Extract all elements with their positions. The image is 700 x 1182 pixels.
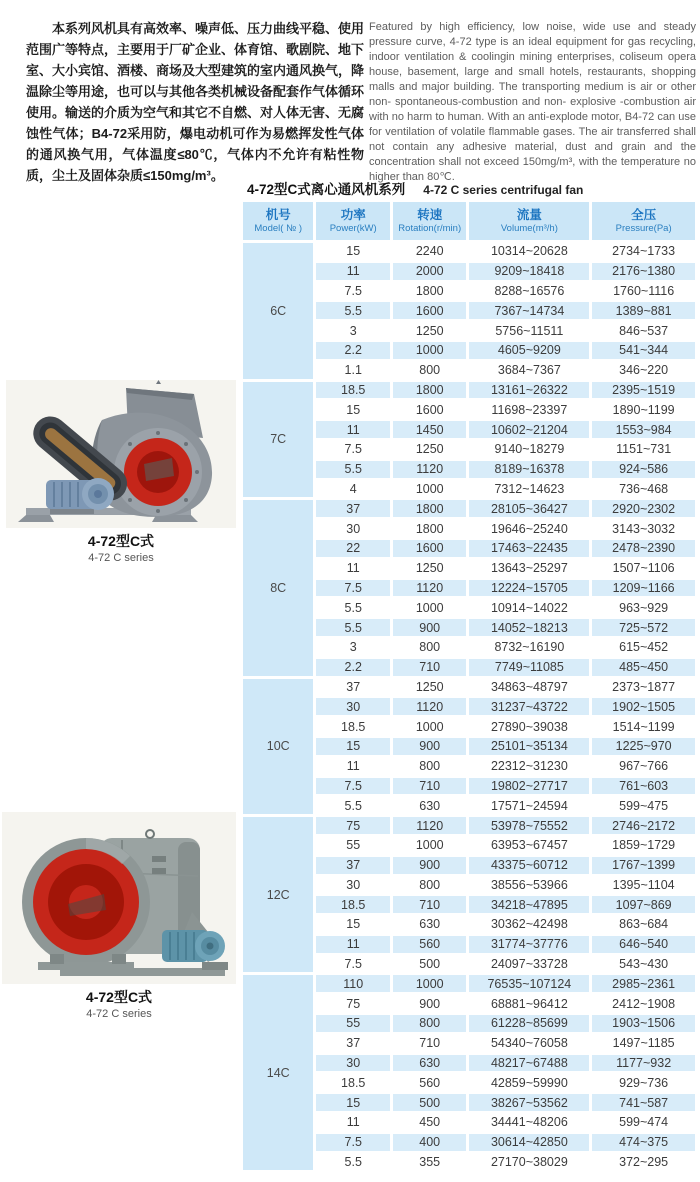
power-cell: 55 <box>316 837 390 854</box>
header-rotation-zh: 转速 <box>417 208 443 222</box>
volume-cell: 19646~25240 <box>469 520 589 537</box>
pressure-cell: 599~474 <box>592 1114 695 1131</box>
rotation-cell: 1000 <box>393 837 467 854</box>
volume-cell: 8189~16378 <box>469 461 589 478</box>
power-cell: 5.5 <box>316 797 390 814</box>
volume-cell: 43375~60712 <box>469 857 589 874</box>
pressure-cell: 615~452 <box>592 639 695 656</box>
rotation-cell: 1000 <box>393 975 467 992</box>
power-cell: 11 <box>316 1114 390 1131</box>
rotation-cell: 560 <box>393 936 467 953</box>
volume-cell: 30614~42850 <box>469 1134 589 1151</box>
spec-table <box>240 199 698 1173</box>
rotation-cell: 1800 <box>393 382 467 399</box>
volume-cell: 17463~22435 <box>469 540 589 557</box>
volume-cell: 28105~36427 <box>469 500 589 517</box>
volume-cell: 10602~21204 <box>469 421 589 438</box>
power-cell: 11 <box>316 263 390 280</box>
pressure-cell: 1225~970 <box>592 738 695 755</box>
rotation-cell: 1000 <box>393 481 467 498</box>
header-volume-en: Volume(m³/h) <box>500 223 558 234</box>
rotation-cell: 900 <box>393 619 467 636</box>
model-cell: 12C <box>243 817 313 972</box>
volume-cell: 17571~24594 <box>469 797 589 814</box>
section-title <box>247 178 583 199</box>
header-power-en: Power(kW) <box>329 223 377 234</box>
power-cell: 30 <box>316 698 390 715</box>
volume-cell: 9209~18418 <box>469 263 589 280</box>
power-cell: 30 <box>316 1055 390 1072</box>
header-power <box>316 202 390 240</box>
power-cell: 75 <box>316 817 390 834</box>
pressure-cell: 1890~1199 <box>592 401 695 418</box>
rotation-cell: 1800 <box>393 283 467 300</box>
pressure-cell: 736~468 <box>592 481 695 498</box>
pressure-cell: 2373~1877 <box>592 679 695 696</box>
fan-photo-figure-2 <box>2 812 236 1020</box>
rotation-cell: 710 <box>393 896 467 913</box>
pressure-cell: 2985~2361 <box>592 975 695 992</box>
rotation-cell: 800 <box>393 877 467 894</box>
volume-cell: 63953~67457 <box>469 837 589 854</box>
pressure-cell: 1514~1199 <box>592 718 695 735</box>
volume-cell: 48217~67488 <box>469 1055 589 1072</box>
fan-photo-2-image <box>2 812 236 984</box>
header-pressure-en: Pressure(Pa) <box>615 223 672 234</box>
volume-cell: 24097~33728 <box>469 956 589 973</box>
volume-cell: 9140~18279 <box>469 441 589 458</box>
volume-cell: 5756~11511 <box>469 322 589 339</box>
header-volume-zh: 流量 <box>516 208 542 222</box>
rotation-cell: 1800 <box>393 520 467 537</box>
header-model <box>243 202 313 240</box>
pressure-cell: 1389~881 <box>592 302 695 319</box>
power-cell: 37 <box>316 857 390 874</box>
pressure-cell: 2412~1908 <box>592 995 695 1012</box>
power-cell: 30 <box>316 877 390 894</box>
section-title-en: 4-72 C series centrifugal fan <box>423 183 584 197</box>
pressure-cell: 2176~1380 <box>592 263 695 280</box>
pressure-cell: 1177~932 <box>592 1055 695 1072</box>
power-cell: 5.5 <box>316 619 390 636</box>
header-model-zh: 机号 <box>265 208 291 222</box>
rotation-cell: 1250 <box>393 679 467 696</box>
volume-cell: 34441~48206 <box>469 1114 589 1131</box>
rotation-cell: 1000 <box>393 718 467 735</box>
model-cell: 14C <box>243 975 313 1170</box>
pressure-cell: 761~603 <box>592 778 695 795</box>
fan-caption-zh-1: 4-72型C式 <box>87 533 155 549</box>
rotation-cell: 900 <box>393 995 467 1012</box>
volume-cell: 42859~59990 <box>469 1074 589 1091</box>
rotation-cell: 355 <box>393 1154 467 1171</box>
rotation-cell: 630 <box>393 916 467 933</box>
pressure-cell: 372~295 <box>592 1154 695 1171</box>
volume-cell: 22312~31230 <box>469 758 589 775</box>
rotation-cell: 1120 <box>393 461 467 478</box>
rotation-cell: 500 <box>393 1094 467 1111</box>
pressure-cell: 1395~1104 <box>592 877 695 894</box>
pressure-cell: 741~587 <box>592 1094 695 1111</box>
header-pressure <box>592 202 695 240</box>
power-cell: 18.5 <box>316 1074 390 1091</box>
power-cell: 5.5 <box>316 302 390 319</box>
rotation-cell: 710 <box>393 1035 467 1052</box>
volume-cell: 76535~107124 <box>469 975 589 992</box>
model-cell: 10C <box>243 679 313 815</box>
pressure-cell: 846~537 <box>592 322 695 339</box>
rotation-cell: 800 <box>393 1015 467 1032</box>
volume-cell: 3684~7367 <box>469 362 589 379</box>
table-row <box>243 817 695 834</box>
pressure-cell: 1497~1185 <box>592 1035 695 1052</box>
rotation-cell: 1450 <box>393 421 467 438</box>
pressure-cell: 1151~731 <box>592 441 695 458</box>
power-cell: 11 <box>316 421 390 438</box>
header-power-zh: 功率 <box>340 208 366 222</box>
power-cell: 7.5 <box>316 283 390 300</box>
table-row <box>243 382 695 399</box>
pressure-cell: 929~736 <box>592 1074 695 1091</box>
pressure-cell: 924~586 <box>592 461 695 478</box>
rotation-cell: 1250 <box>393 322 467 339</box>
power-cell: 7.5 <box>316 778 390 795</box>
volume-cell: 14052~18213 <box>469 619 589 636</box>
rotation-cell: 800 <box>393 362 467 379</box>
pressure-cell: 1903~1506 <box>592 1015 695 1032</box>
power-cell: 37 <box>316 500 390 517</box>
rotation-cell: 1120 <box>393 698 467 715</box>
volume-cell: 31237~43722 <box>469 698 589 715</box>
rotation-cell: 710 <box>393 778 467 795</box>
intro-paragraph-zh: 本系列风机具有高效率、噪声低、压力曲线平稳、使用范围广等特点，主要用于厂矿企业、体育馆、歌剧院、地下室、大小宾馆、酒楼、商场及大型建筑的室内通风换气，降温除尘等用途，也可以与其他各类机械设备配套作气体循环使用。输送的介质为空气和其它不自燃、对人体无害、无腐蚀性气体；B4-72采用防，爆电动机可作为易燃挥发性气体的通风换气用，气体温度≤80℃，气体内不允许有粘性物质，尘土及固体杂质≤150mg/m³。 <box>26 21 365 183</box>
volume-cell: 10314~20628 <box>469 243 589 260</box>
power-cell: 75 <box>316 995 390 1012</box>
table-row <box>243 975 695 992</box>
rotation-cell: 800 <box>393 639 467 656</box>
volume-cell: 68881~96412 <box>469 995 589 1012</box>
fan-caption-en-2: 4-72 C series <box>86 1008 152 1020</box>
model-cell: 6C <box>243 243 313 379</box>
power-cell: 110 <box>316 975 390 992</box>
pressure-cell: 474~375 <box>592 1134 695 1151</box>
volume-cell: 34218~47895 <box>469 896 589 913</box>
power-cell: 15 <box>316 738 390 755</box>
rotation-cell: 450 <box>393 1114 467 1131</box>
volume-cell: 8288~16576 <box>469 283 589 300</box>
pressure-cell: 863~684 <box>592 916 695 933</box>
power-cell: 15 <box>316 1094 390 1111</box>
volume-cell: 27890~39038 <box>469 718 589 735</box>
rotation-cell: 1250 <box>393 441 467 458</box>
rotation-cell: 1800 <box>393 500 467 517</box>
pressure-cell: 485~450 <box>592 659 695 676</box>
volume-cell: 30362~42498 <box>469 916 589 933</box>
rotation-cell: 1250 <box>393 560 467 577</box>
header-rotation-en: Rotation(r/min) <box>398 223 462 234</box>
header-model-en: Model( № ) <box>254 223 303 234</box>
table-row <box>243 679 695 696</box>
power-cell: 37 <box>316 679 390 696</box>
rotation-cell: 2000 <box>393 263 467 280</box>
power-cell: 11 <box>316 560 390 577</box>
rotation-cell: 710 <box>393 659 467 676</box>
pressure-cell: 541~344 <box>592 342 695 359</box>
pressure-cell: 1902~1505 <box>592 698 695 715</box>
volume-cell: 31774~37776 <box>469 936 589 953</box>
volume-cell: 10914~14022 <box>469 599 589 616</box>
rotation-cell: 400 <box>393 1134 467 1151</box>
volume-cell: 38556~53966 <box>469 877 589 894</box>
power-cell: 7.5 <box>316 956 390 973</box>
header-volume <box>469 202 589 240</box>
header-rotation <box>393 202 467 240</box>
volume-cell: 13643~25297 <box>469 560 589 577</box>
rotation-cell: 630 <box>393 797 467 814</box>
model-cell: 8C <box>243 500 313 675</box>
pressure-cell: 2746~2172 <box>592 817 695 834</box>
volume-cell: 12224~15705 <box>469 580 589 597</box>
volume-cell: 34863~48797 <box>469 679 589 696</box>
power-cell: 11 <box>316 936 390 953</box>
table-row <box>243 243 695 260</box>
volume-cell: 13161~26322 <box>469 382 589 399</box>
rotation-cell: 1600 <box>393 540 467 557</box>
power-cell: 2.2 <box>316 342 390 359</box>
table-header-row <box>243 202 695 240</box>
pressure-cell: 1859~1729 <box>592 837 695 854</box>
pressure-cell: 646~540 <box>592 936 695 953</box>
pressure-cell: 346~220 <box>592 362 695 379</box>
pressure-cell: 1209~1166 <box>592 580 695 597</box>
rotation-cell: 500 <box>393 956 467 973</box>
volume-cell: 4605~9209 <box>469 342 589 359</box>
power-cell: 22 <box>316 540 390 557</box>
rotation-cell: 1120 <box>393 817 467 834</box>
table-row <box>243 500 695 517</box>
power-cell: 18.5 <box>316 382 390 399</box>
power-cell: 15 <box>316 916 390 933</box>
power-cell: 4 <box>316 481 390 498</box>
pressure-cell: 3143~3032 <box>592 520 695 537</box>
fan-photo-figure-1 <box>6 380 236 564</box>
pressure-cell: 2734~1733 <box>592 243 695 260</box>
volume-cell: 38267~53562 <box>469 1094 589 1111</box>
power-cell: 18.5 <box>316 718 390 735</box>
section-title-zh: 4-72型C式离心通风机系列 <box>247 182 406 197</box>
volume-cell: 27170~38029 <box>469 1154 589 1171</box>
volume-cell: 8732~16190 <box>469 639 589 656</box>
power-cell: 5.5 <box>316 599 390 616</box>
rotation-cell: 800 <box>393 758 467 775</box>
rotation-cell: 560 <box>393 1074 467 1091</box>
volume-cell: 19802~27717 <box>469 778 589 795</box>
power-cell: 37 <box>316 1035 390 1052</box>
volume-cell: 11698~23397 <box>469 401 589 418</box>
power-cell: 3 <box>316 639 390 656</box>
volume-cell: 54340~76058 <box>469 1035 589 1052</box>
fan-photo-1-image <box>6 380 236 528</box>
power-cell: 5.5 <box>316 461 390 478</box>
power-cell: 15 <box>316 401 390 418</box>
pressure-cell: 1553~984 <box>592 421 695 438</box>
pressure-cell: 963~929 <box>592 599 695 616</box>
volume-cell: 7749~11085 <box>469 659 589 676</box>
pressure-cell: 599~475 <box>592 797 695 814</box>
rotation-cell: 900 <box>393 857 467 874</box>
rotation-cell: 1120 <box>393 580 467 597</box>
power-cell: 55 <box>316 1015 390 1032</box>
intro-paragraph-en: Featured by high efficiency, low noise, wide use and steady pressure curve, 4-72 type is an ideal equipment for gas recycling, indoor ventilation & coolingin mining enterprises, coliseum opera house, basement, large and small hotels, restaurants, shopping malls and major building. The transporting medium is air or other non- spontaneous-combustion and non- explosive -combustion air with no harm to human. With an anti-explode motor, B4-72 can use for ventilation of volatile flammable gases. The air transferred shall not contain any adhesive material, dust and grain and the concentration shall not exceed 150mg/m³, with the temperature no higher than 80℃. <box>369 21 696 183</box>
rotation-cell: 900 <box>393 738 467 755</box>
pressure-cell: 543~430 <box>592 956 695 973</box>
power-cell: 7.5 <box>316 441 390 458</box>
power-cell: 18.5 <box>316 896 390 913</box>
power-cell: 1.1 <box>316 362 390 379</box>
volume-cell: 53978~75552 <box>469 817 589 834</box>
volume-cell: 7312~14623 <box>469 481 589 498</box>
fan-caption-en-1: 4-72 C series <box>88 552 154 564</box>
model-cell: 7C <box>243 382 313 498</box>
pressure-cell: 967~766 <box>592 758 695 775</box>
rotation-cell: 2240 <box>393 243 467 260</box>
power-cell: 11 <box>316 758 390 775</box>
power-cell: 30 <box>316 520 390 537</box>
volume-cell: 25101~35134 <box>469 738 589 755</box>
header-pressure-zh: 全压 <box>631 208 657 222</box>
pressure-cell: 2395~1519 <box>592 382 695 399</box>
power-cell: 2.2 <box>316 659 390 676</box>
rotation-cell: 1000 <box>393 599 467 616</box>
volume-cell: 61228~85699 <box>469 1015 589 1032</box>
rotation-cell: 1600 <box>393 401 467 418</box>
pressure-cell: 1767~1399 <box>592 857 695 874</box>
power-cell: 15 <box>316 243 390 260</box>
pressure-cell: 725~572 <box>592 619 695 636</box>
rotation-cell: 1000 <box>393 342 467 359</box>
fan-caption-zh-2: 4-72型C式 <box>85 989 153 1005</box>
pressure-cell: 1760~1116 <box>592 283 695 300</box>
rotation-cell: 630 <box>393 1055 467 1072</box>
pressure-cell: 1097~869 <box>592 896 695 913</box>
power-cell: 7.5 <box>316 580 390 597</box>
pressure-cell: 2920~2302 <box>592 500 695 517</box>
power-cell: 5.5 <box>316 1154 390 1171</box>
volume-cell: 7367~14734 <box>469 302 589 319</box>
pressure-cell: 1507~1106 <box>592 560 695 577</box>
power-cell: 3 <box>316 322 390 339</box>
power-cell: 7.5 <box>316 1134 390 1151</box>
pressure-cell: 2478~2390 <box>592 540 695 557</box>
rotation-cell: 1600 <box>393 302 467 319</box>
